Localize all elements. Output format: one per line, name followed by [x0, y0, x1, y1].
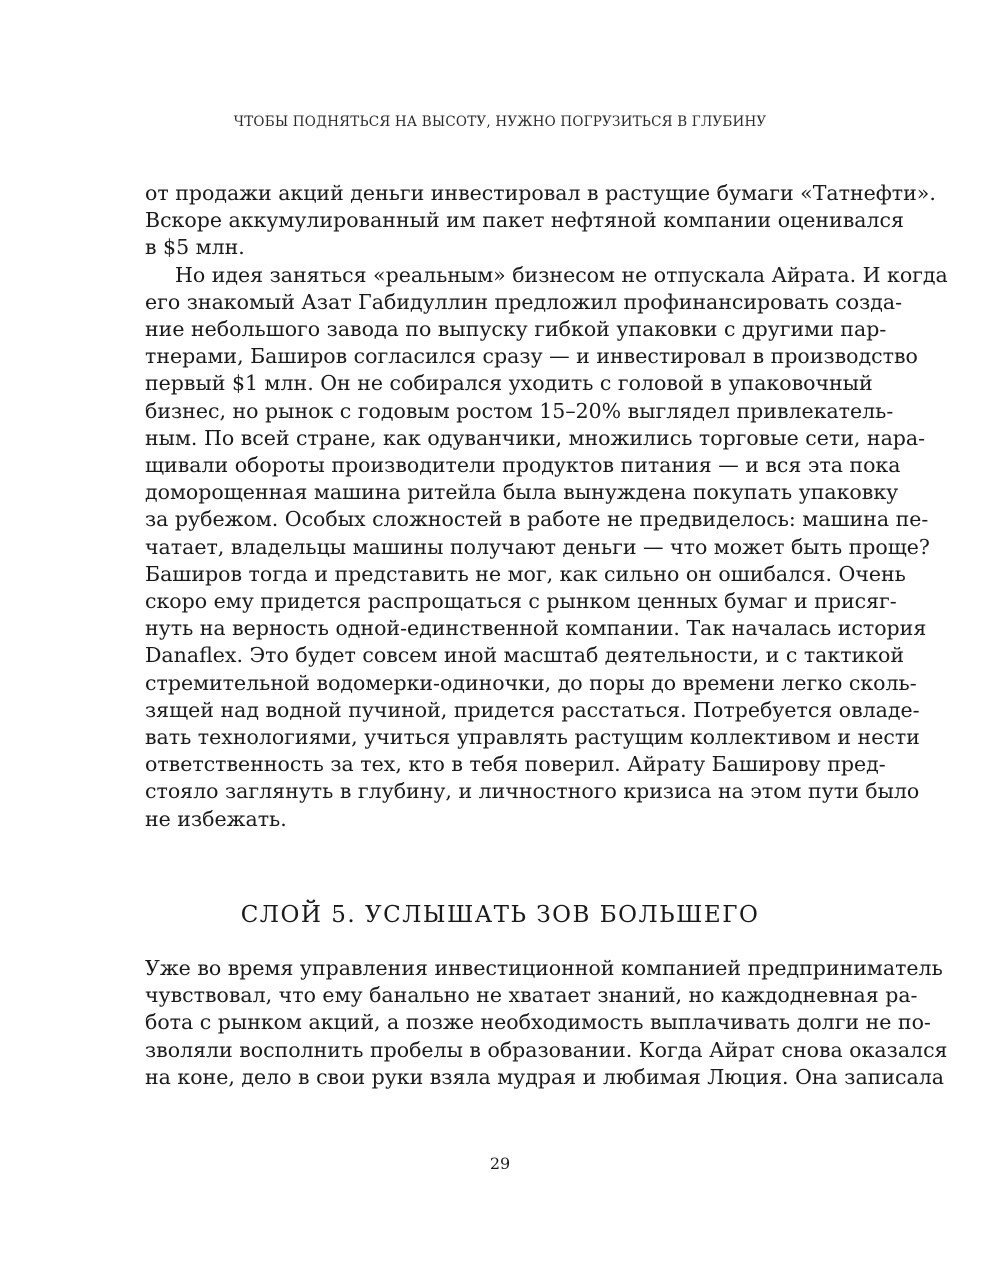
text-line: Но идея заняться «реальным» бизнесом не отпускала Айрата. И когда	[175, 262, 948, 287]
text-line: Danaflex. Это будет совсем иной масштаб деятельности, и с тактикой	[145, 643, 905, 668]
text-line: зволяли восполнить пробелы в образовании. Когда Айрат снова оказался	[145, 1037, 948, 1062]
text-line: чатает, владельцы машины получают деньги — что может быть проще?	[145, 534, 930, 559]
text-line: Баширов тогда и представить не мог, как сильно он ошибался. Очень	[145, 561, 906, 586]
text-line: вать технологиями, учиться управлять растущим коллективом и нести	[145, 725, 920, 750]
text-line: зящей над водной пучиной, придется расстаться. Потребуется овладе-	[145, 697, 920, 722]
text-line: стремительной водомерки-одиночки, до поры до времени легко сколь-	[145, 670, 917, 695]
body-text-block	[145, 180, 948, 833]
text-line: чувствовал, что ему банально не хватает знаний, но каждодневная ра-	[145, 983, 918, 1008]
body-text-block	[145, 955, 948, 1091]
text-line: тнерами, Баширов согласился сразу — и инвестировал в производство	[145, 344, 918, 369]
text-line: первый $1 млн. Он не собирался уходить с головой в упаковочный	[145, 371, 873, 396]
running-head: ЧТОБЫ ПОДНЯТЬСЯ НА ВЫСОТУ, НУЖНО ПОГРУЗИТЬСЯ В ГЛУБИНУ	[233, 114, 767, 130]
text-line: ным. По всей стране, как одуванчики, множились торговые сети, нара-	[145, 425, 926, 450]
text-line: бизнес, но рынок с годовым ростом 15–20% выглядел привлекатель-	[145, 398, 894, 423]
text-line: на коне, дело в свои руки взяла мудрая и любимая Люция. Она записала	[145, 1064, 944, 1089]
page-number: 29	[489, 1154, 511, 1173]
text-line: ние небольшого завода по выпуску гибкой упаковки с другими пар-	[145, 317, 887, 342]
text-line: Уже во время управления инвестиционной компанией предприниматель	[145, 956, 943, 980]
text-line: от продажи акций деньги инвестировал в растущие бумаги «Татнефти».	[145, 181, 936, 205]
text-line: скоро ему придется распрощаться с рынком ценных бумаг и присяг-	[145, 589, 897, 614]
text-line: Вскоре аккумулированный им пакет нефтяной компании оценивался	[145, 208, 904, 233]
text-line: доморощенная машина ритейла была вынуждена покупать упаковку	[145, 480, 899, 505]
text-line: в $5 млн.	[145, 235, 245, 260]
text-line: его знакомый Азат Габидуллин предложил профинансировать созда-	[145, 289, 903, 314]
text-line: нуть на верность одной-единственной компании. Так началась история	[145, 616, 927, 641]
text-line: щивали обороты производители продуктов питания — и вся эта пока	[145, 453, 901, 478]
text-line: за рубежом. Особых сложностей в работе не предвиделось: машина пе-	[145, 507, 929, 532]
section-heading: СЛОЙ 5. УСЛЫШАТЬ ЗОВ БОЛЬШЕГО	[240, 902, 760, 928]
text-line: ответственность за тех, кто в тебя поверил. Айрату Баширову пред-	[145, 752, 886, 777]
text-line: стояло заглянуть в глубину, и личностного кризиса на этом пути было	[145, 779, 920, 804]
text-line: бота с рынком акций, а позже необходимость выплачивать долги не по-	[145, 1010, 931, 1035]
text-line: не избежать.	[145, 806, 287, 831]
